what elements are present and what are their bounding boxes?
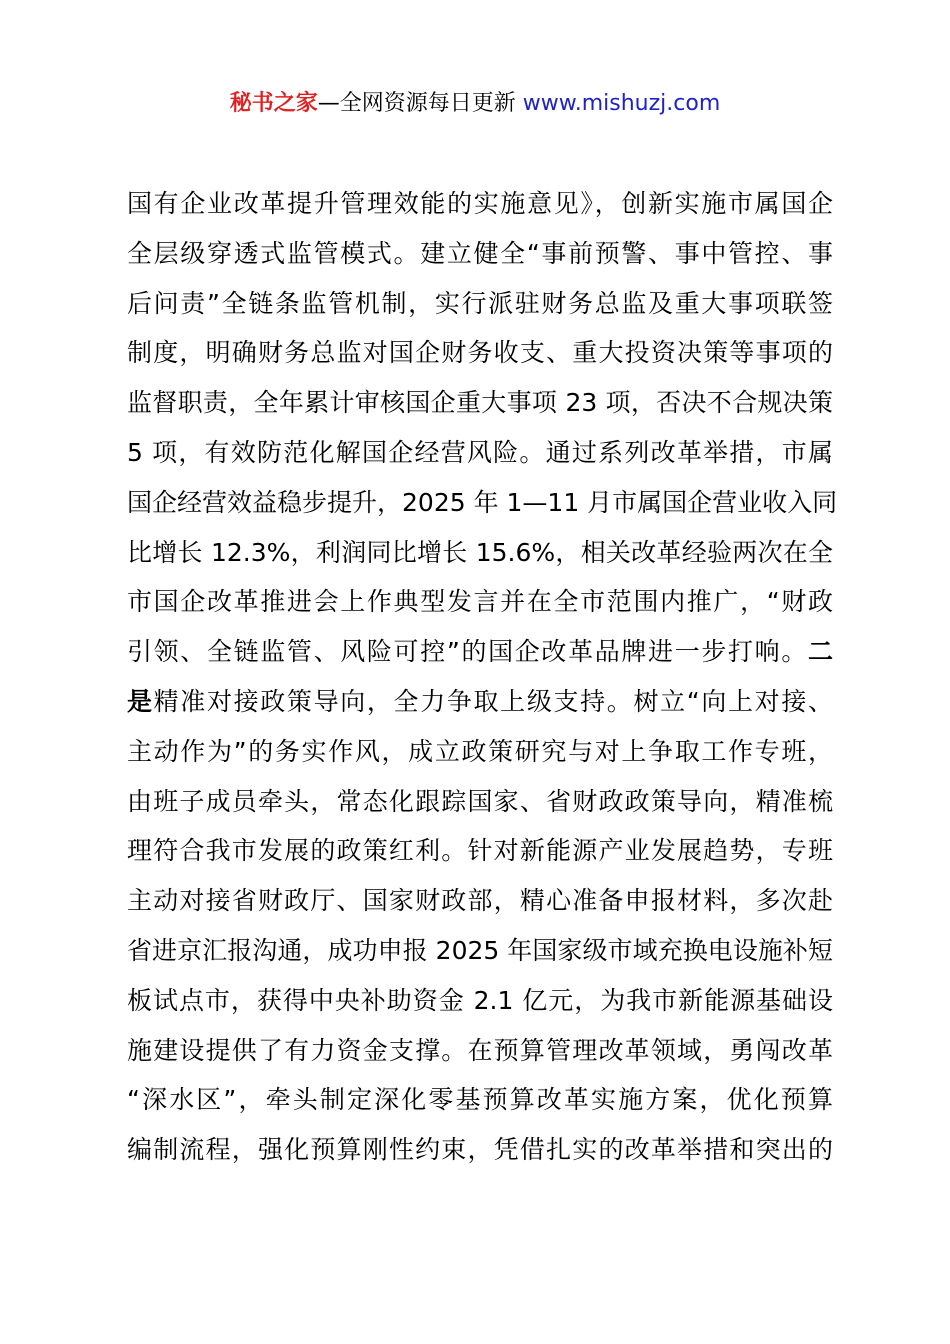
bold-ordinal: 是 [127,686,154,716]
text-line: 制度，明确财务总监对国企财务收支、重大投资决策等事项的 [127,338,833,368]
page-header [0,86,950,122]
text-line: 施建设提供了有力资金支撑。在预算管理改革领域，勇闯改革 [127,1035,833,1065]
text-line: 理符合我市发展的政策红利。针对新能源产业发展趋势，专班 [127,836,833,866]
text-line: 国有企业改革提升管理效能的实施意见》，创新实施市属国企 [127,189,833,218]
bold-ordinal: 二 [807,637,833,667]
text-line: 比增长 12.3%，利润同比增长 15.6%，相关改革经验两次在全 [127,537,833,567]
site-url-link[interactable]: www.mishuzj.com [522,91,721,116]
text-line: 监督职责，全年累计审核国企重大事项 23 项，否决不合规决策 [127,388,833,418]
text-line-with-bold-start [127,627,833,677]
text-line: 全层级穿透式监管模式。建立健全“事前预警、事中管控、事 [127,238,833,268]
text-line: 由班子成员牵头，常态化跟踪国家、省财政政策导向，精准梳 [127,786,833,816]
text-line: 编制流程，强化预算刚性约束，凭借扎实的改革举措和突出的 [127,1135,833,1165]
text-line: 5 项，有效防范化解国企经营风险。通过系列改革举措，市属 [127,437,833,467]
text-line: 市国企改革推进会上作典型发言并在全市范围内推广，“财政 [127,587,833,617]
text-line: “深水区”，牵头制定深化零基预算改革实施方案，优化预算 [127,1085,833,1115]
text-line: 国企经营效益稳步提升，2025 年 1—11 月市属国企营业收入同 [127,487,838,517]
brand-name: 秘书之家 [229,91,318,116]
text-line: 后问责”全链条监管机制，实行派驻财务总监及重大事项联签 [127,288,833,318]
text-segment: 精准对接政策导向，全力争取上级支持。树立“向上对接、 [153,686,833,716]
text-line: 主动作为”的务实作风，成立政策研究与对上争取工作专班， [127,736,833,766]
text-line: 主动对接省财政厅、国家财政部，精心准备申报材料，多次赴 [127,886,833,916]
text-line: 板试点市，获得中央补助资金 2.1 亿元，为我市新能源基础设 [127,985,833,1015]
header-tagline: —全网资源每日更新 [317,91,523,116]
text-line-bold-continued [127,677,833,727]
document-body [127,179,838,1175]
text-segment: 引领、全链监管、风险可控”的国企改革品牌进一步打响。 [127,637,808,667]
text-line: 省进京汇报沟通，成功申报 2025 年国家级市域充换电设施补短 [127,935,833,965]
